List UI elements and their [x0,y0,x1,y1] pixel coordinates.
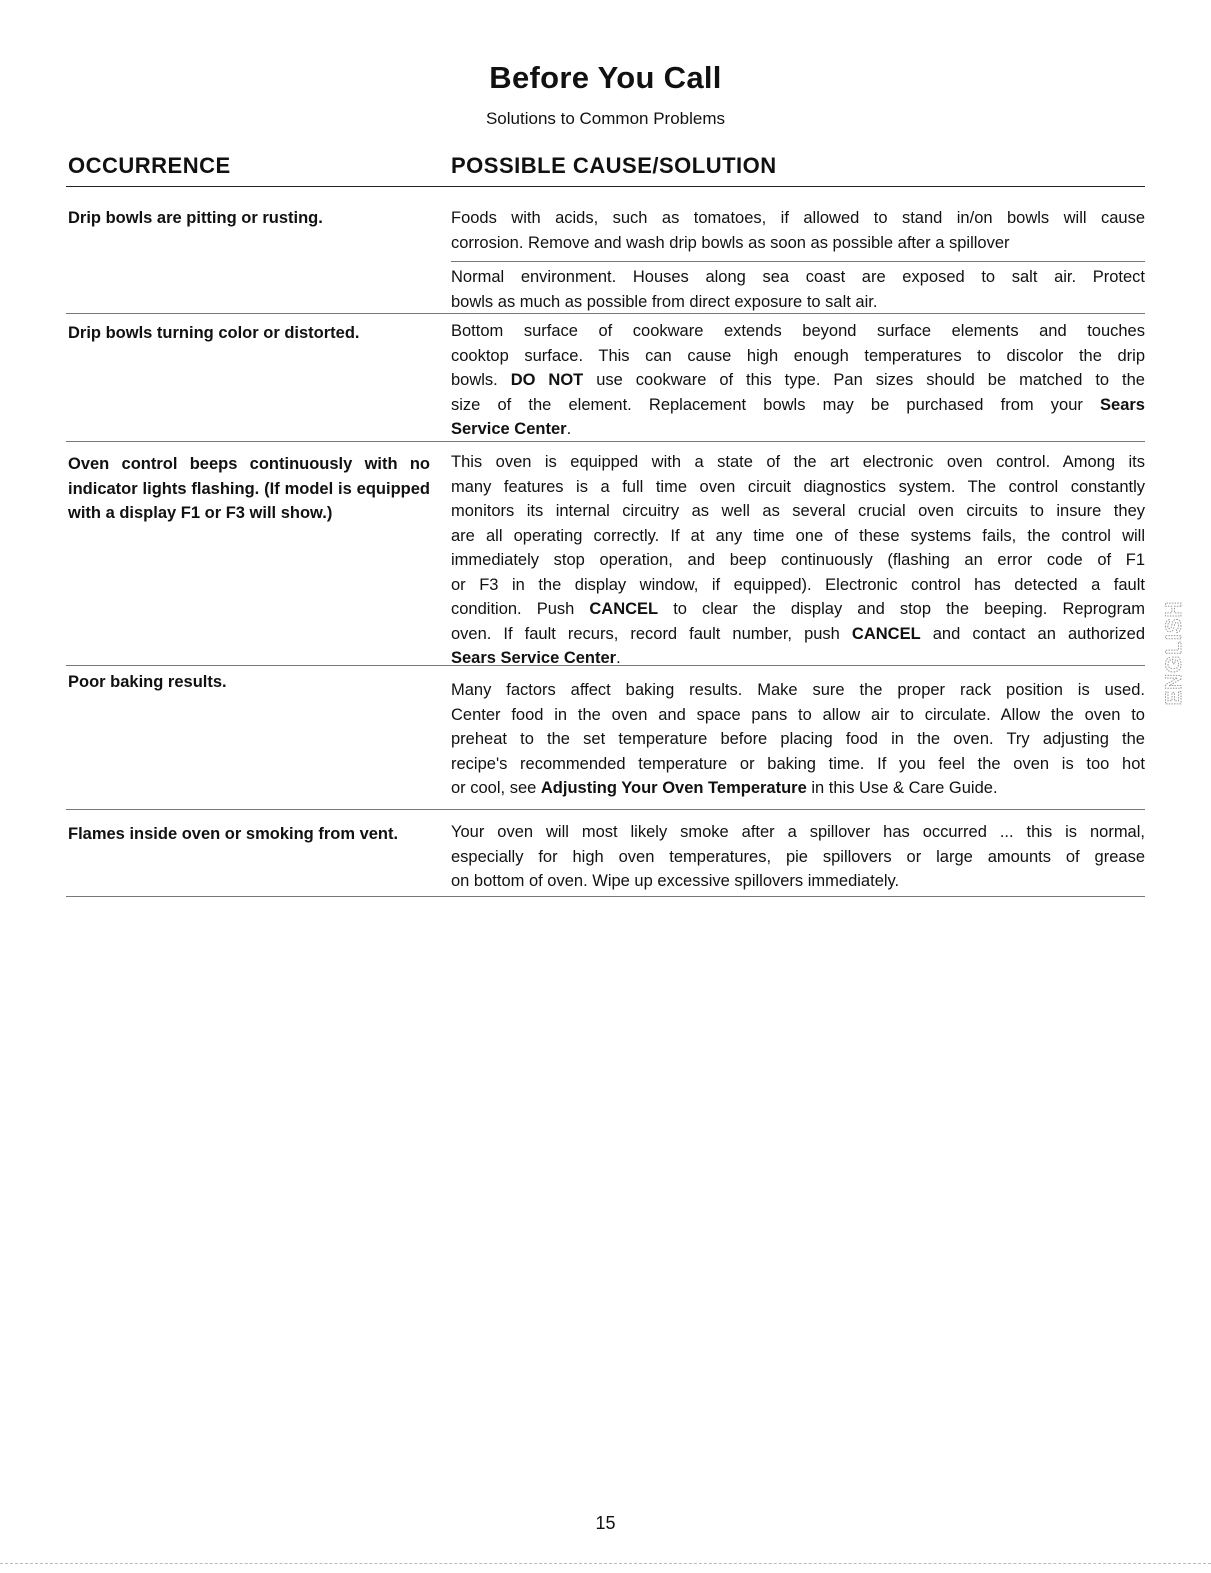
page-title: Before You Call [489,60,722,95]
solution-text [451,206,1145,255]
solution-text [451,678,1145,801]
solution-text [451,450,1145,671]
solution-line: Sears Service Center. [451,649,621,667]
solution-line: are all operating correctly. If at any time one of these systems fails, the control will [451,526,1145,545]
page-subtitle: Solutions to Common Problems [485,109,726,128]
solution-line: on bottom of oven. Wipe up excessive spillovers immediately. [451,872,900,890]
solution-line: Many factors affect baking results. Make sure the proper rack position is used. [451,681,1145,699]
occurrence-label: Drip bowls turning color or distorted. [68,324,360,342]
solution-line: Normal environment. Houses along sea coast are exposed to salt air. Protect [451,268,1145,286]
solution-line: recipe's recommended temperature or baking time. If you feel the oven is too hot [451,754,1145,773]
solution-line: oven. If fault recurs, record fault number, push CANCEL and contact an authorized [451,624,1146,643]
solution-line: Your oven will most likely smoke after a spillover has occurred ... this is normal, [451,823,1145,841]
occurrence-label: Drip bowls are pitting or rusting. [68,209,323,227]
solution-line: many features is a full time oven circuit diagnostics system. The control constantly [451,477,1145,496]
column-header-solution: POSSIBLE CAUSE/SOLUTION [451,153,777,178]
solution-line: size of the element. Replacement bowls may be purchased from your Sears [451,395,1145,414]
language-side-tab [1160,594,1190,712]
occurrence-label: Flames inside oven or smoking from vent. [68,825,399,843]
table-row [66,206,1145,314]
solution-line: This oven is equipped with a state of the art electronic oven control. Among its [451,453,1145,471]
solution-text [451,820,1145,894]
occurrence-label: Oven control beeps continuously with no indicator lights flashing. (If model is equipped with a display F1 or F3 will show.) [68,455,430,522]
header-divider [66,186,1145,187]
solution-line: monitors its internal circuitry as well as several crucial oven circuits to insure they [451,502,1145,520]
column-header-occurrence: OCCURRENCE [68,153,231,178]
solution-line: immediately stop operation, and beep continuously (flashing an error code of F1 [451,551,1145,569]
solution-line: cooktop surface. This can cause high enough temperatures to discolor the drip [451,346,1145,365]
solution-line: condition. Push CANCEL to clear the display and stop the beeping. Reprogram [451,600,1145,618]
solution-line: preheat to the set temperature before placing food in the oven. Try adjusting the [451,730,1145,748]
page-number: 15 [595,1513,616,1533]
solution-line: corrosion. Remove and wash drip bowls as soon as possible after a spillover [451,233,1010,252]
solution-line: Foods with acids, such as tomatoes, if allowed to stand in/on bowls will cause [451,209,1145,227]
table-row [66,820,1145,897]
solution-line: bowls. DO NOT use cookware of this type. Pan sizes should be matched to the [451,371,1145,389]
solution-text [451,319,1145,442]
solution-line: or F3 in the display window, if equipped). Electronic control has detected a fault [451,575,1145,594]
solution-line: Bottom surface of cookware extends beyond surface elements and touches [451,322,1145,340]
side-tab-label: ENGLISH [1161,600,1186,706]
table-row [66,319,1145,442]
solution-line: especially for high oven temperatures, pie spillovers or large amounts of grease [451,847,1145,866]
page-edge-rule [0,1563,1211,1564]
occurrence-label: Poor baking results. [68,673,227,691]
solution-line: bowls as much as possible from direct exposure to salt air. [451,292,878,311]
solution-line: Center food in the oven and space pans to allow air to circulate. Allow the oven to [451,705,1145,724]
table-row [66,450,1145,666]
solution-text [451,265,1145,314]
solution-line: or cool, see Adjusting Your Oven Temperature in this Use & Care Guide. [451,779,998,797]
solution-line: Service Center. [451,420,572,438]
solution-divider [451,261,1145,262]
table-row [66,668,1145,810]
